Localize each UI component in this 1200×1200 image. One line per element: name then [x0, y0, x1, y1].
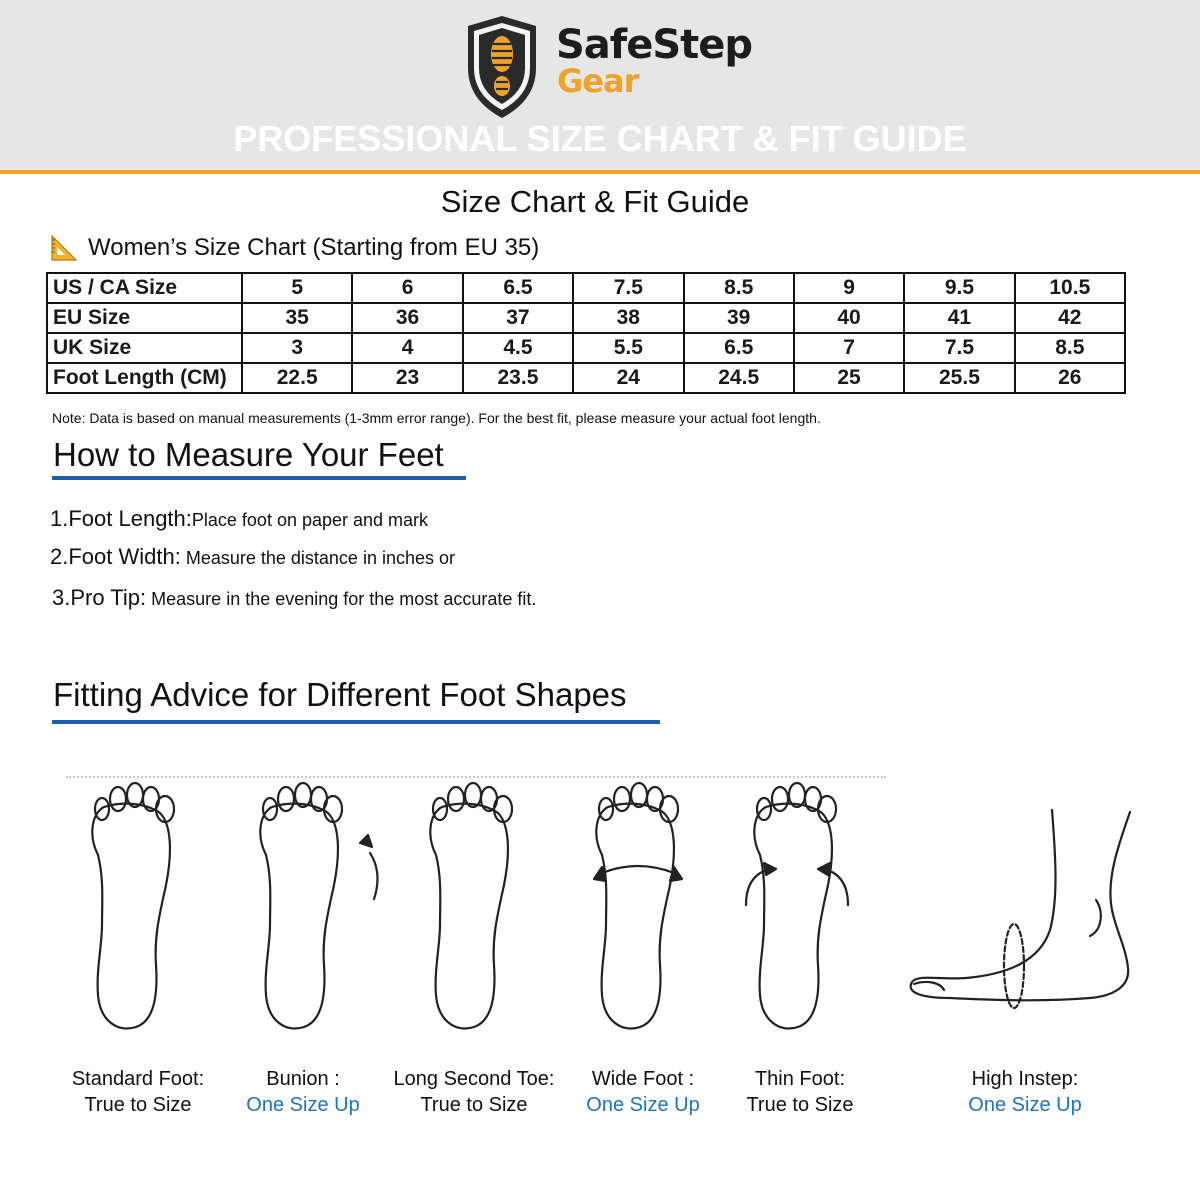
wide-foot-icon	[594, 783, 682, 1029]
step-text: Measure in the evening for the most accurate fit.	[146, 589, 537, 609]
standard-foot-caption	[58, 1066, 218, 1118]
table-cell: 40	[794, 303, 904, 333]
table-cell: 6.5	[684, 333, 794, 363]
measure-step-1	[50, 506, 428, 532]
step-lead: 3.Pro Tip:	[52, 585, 147, 610]
fitting-heading: Fitting Advice for Different Foot Shapes	[53, 676, 627, 713]
wide-foot-caption	[563, 1066, 723, 1118]
table-cell: 8.5	[684, 273, 794, 303]
shape-advice: True to Size	[420, 1094, 528, 1116]
fitting-heading-underline	[52, 720, 660, 724]
table-cell: 6.5	[463, 273, 573, 303]
high-instep-foot-icon	[911, 810, 1130, 1008]
measurement-note: Note: Data is based on manual measurements (1-3mm error range). For the best fit, please measure your actual foot length.	[52, 410, 821, 426]
bunion-foot-icon	[260, 783, 377, 1029]
dotted-divider	[66, 776, 886, 778]
thin-foot-icon	[746, 783, 848, 1029]
table-row	[47, 303, 1125, 333]
header-accent-line	[0, 170, 1200, 174]
triangle-ruler-icon	[50, 234, 78, 262]
foot-shapes-illustration	[0, 780, 1200, 1040]
bunion-caption	[223, 1066, 383, 1118]
measure-step-2	[50, 544, 455, 570]
table-cell: 36	[352, 303, 462, 333]
high-instep-caption	[945, 1066, 1105, 1118]
brand-subname: Gear	[557, 62, 639, 100]
row-label: Foot Length (CM)	[47, 363, 242, 393]
table-cell: 6	[352, 273, 462, 303]
table-cell: 9	[794, 273, 904, 303]
step-text: Place foot on paper and mark	[191, 510, 429, 530]
standard-foot-icon	[92, 783, 174, 1029]
size-chart-heading	[50, 234, 539, 262]
size-chart-table	[46, 272, 1126, 394]
shape-advice: True to Size	[84, 1094, 192, 1116]
header-banner-text: PROFESSIONAL SIZE CHART & FIT GUIDE	[233, 118, 967, 159]
shape-advice: True to Size	[746, 1094, 854, 1116]
table-cell: 38	[573, 303, 683, 333]
table-cell: 9.5	[904, 273, 1014, 303]
shape-name: Long Second Toe:	[393, 1068, 555, 1090]
table-cell: 5	[242, 273, 352, 303]
measure-heading: How to Measure Your Feet	[53, 436, 444, 473]
long-second-toe-foot-icon	[430, 783, 512, 1029]
table-cell: 39	[684, 303, 794, 333]
shape-advice: One Size Up	[246, 1094, 360, 1116]
table-cell: 24	[573, 363, 683, 393]
table-cell: 24.5	[684, 363, 794, 393]
shape-advice: One Size Up	[968, 1094, 1082, 1116]
table-cell: 8.5	[1015, 333, 1125, 363]
table-row	[47, 363, 1125, 393]
size-chart-heading-text: Women’s Size Chart (Starting from EU 35)	[88, 234, 540, 261]
table-cell: 3	[242, 333, 352, 363]
step-lead: 1.Foot Length:	[50, 506, 192, 531]
table-cell: 23.5	[463, 363, 573, 393]
step-lead: 2.Foot Width:	[50, 544, 181, 569]
table-cell: 7.5	[573, 273, 683, 303]
table-cell: 26	[1015, 363, 1125, 393]
shape-advice: One Size Up	[586, 1094, 700, 1116]
table-cell: 42	[1015, 303, 1125, 333]
table-cell: 37	[463, 303, 573, 333]
table-cell: 4.5	[463, 333, 573, 363]
row-label: EU Size	[47, 303, 242, 333]
shape-name: Bunion :	[266, 1068, 340, 1090]
measure-step-3	[52, 585, 536, 611]
page-title: Size Chart & Fit Guide	[440, 184, 750, 219]
shape-name: Thin Foot:	[754, 1068, 846, 1090]
table-cell: 35	[242, 303, 352, 333]
row-label: US / CA Size	[47, 273, 242, 303]
table-row	[47, 273, 1125, 303]
step-text: Measure the distance in inches or	[180, 548, 455, 568]
row-label: UK Size	[47, 333, 242, 363]
table-row	[47, 333, 1125, 363]
table-cell: 7	[794, 333, 904, 363]
measure-heading-underline	[52, 476, 466, 480]
table-cell: 5.5	[573, 333, 683, 363]
table-cell: 25	[794, 363, 904, 393]
table-cell: 10.5	[1015, 273, 1125, 303]
thin-foot-caption	[720, 1066, 880, 1118]
table-cell: 23	[352, 363, 462, 393]
table-cell: 25.5	[904, 363, 1014, 393]
shape-name: High Instep:	[971, 1068, 1079, 1090]
table-cell: 4	[352, 333, 462, 363]
brand-name: SafeStep	[556, 22, 753, 68]
long-second-toe-caption	[384, 1066, 564, 1118]
table-cell: 7.5	[904, 333, 1014, 363]
table-cell: 22.5	[242, 363, 352, 393]
shape-name: Standard Foot:	[71, 1068, 205, 1090]
table-cell: 41	[904, 303, 1014, 333]
shape-name: Wide Foot :	[591, 1068, 695, 1090]
